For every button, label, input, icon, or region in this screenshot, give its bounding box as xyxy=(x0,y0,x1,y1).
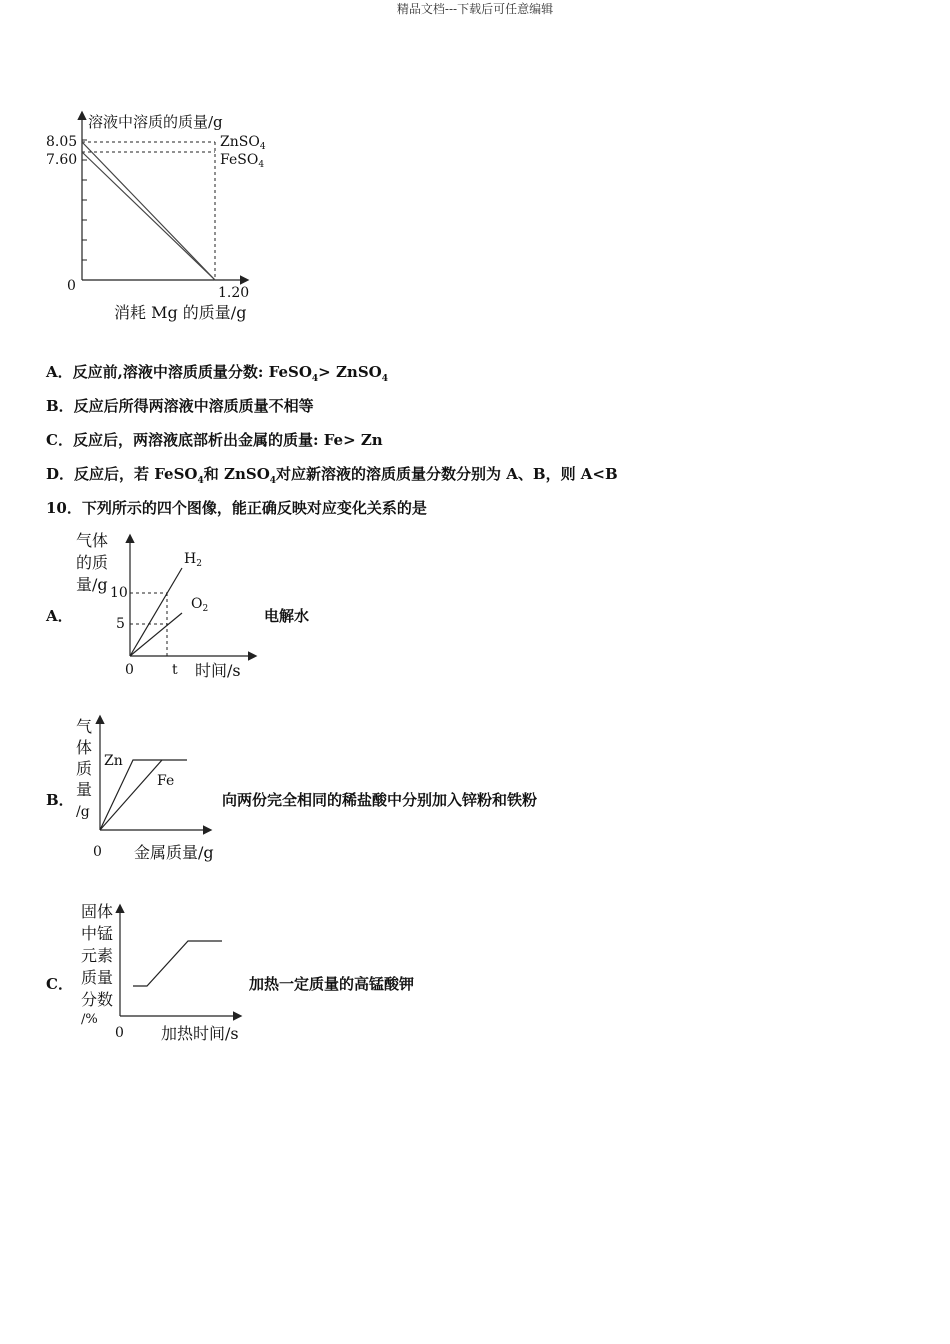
metal-acid-chart xyxy=(70,712,230,872)
svg-text:质: 质 xyxy=(76,759,93,778)
option-c: C．反应后，两溶液底部析出金属的质量: Fe> Zn xyxy=(46,431,383,449)
svg-text:金属质量/g: 金属质量/g xyxy=(134,843,214,862)
x-axis-label: 消耗 Mg 的质量/g xyxy=(114,303,247,322)
svg-text:元素: 元素 xyxy=(81,946,114,965)
mn-fraction-line xyxy=(133,941,222,986)
x-tick-120: 1.20 xyxy=(218,285,250,301)
svg-text:分数: 分数 xyxy=(81,990,114,1009)
o2-line xyxy=(130,613,182,656)
fe-label: Fe xyxy=(157,773,175,789)
svg-text:时间/s: 时间/s xyxy=(195,661,241,680)
option-a: A．反应前,溶液中溶质质量分数: FeSO$_4$> ZnSO$_4$ xyxy=(46,363,388,384)
svg-text:量: 量 xyxy=(76,780,93,799)
y-axis-label: 溶液中溶质的质量/g xyxy=(88,113,223,131)
svg-text:0: 0 xyxy=(125,662,134,678)
svg-text:加热时间/s: 加热时间/s xyxy=(161,1024,239,1043)
electrolysis-chart xyxy=(70,528,270,688)
svg-text:t: t xyxy=(172,662,178,678)
option-b: B．反应后所得两溶液中溶质质量不相等 xyxy=(46,397,314,415)
o2-label: $O_2$ xyxy=(191,596,209,614)
legend-feso4: FeSO$_4$ xyxy=(220,152,265,170)
zn-series-line xyxy=(82,142,215,280)
option-a-label: A． xyxy=(46,607,73,625)
svg-text:中锰: 中锰 xyxy=(81,924,114,943)
fe-series-line xyxy=(82,152,215,280)
svg-text:气: 气 xyxy=(76,717,93,736)
y-tick-5: 5 xyxy=(116,616,125,632)
svg-text:气体: 气体 xyxy=(76,531,109,550)
option-c-description: 加热一定质量的高锰酸钾 xyxy=(249,975,415,993)
fe-line xyxy=(100,760,162,830)
svg-text:量/g: 量/g xyxy=(76,575,108,594)
svg-text:/%: /% xyxy=(81,1012,98,1027)
option-b-description: 向两份完全相同的稀盐酸中分别加入锌粉和铁粉 xyxy=(222,791,538,809)
kmno4-heating-chart xyxy=(75,898,250,1048)
zn-line xyxy=(100,760,187,830)
h2-label: $H_2$ xyxy=(184,551,202,569)
y-tick-760: 7.60 xyxy=(46,152,78,168)
h2-line xyxy=(130,568,182,656)
option-d: D．反应后，若 FeSO$_4$和 ZnSO$_4$对应新溶液的溶质质量分数分别为 A、B，则 A<B xyxy=(46,465,618,486)
question-10-title: 10．下列所示的四个图像，能正确反映对应变化关系的是 xyxy=(46,499,427,517)
svg-text:固体: 固体 xyxy=(81,902,114,921)
page-header: 精品文档---下载后可任意编辑 xyxy=(396,2,554,16)
option-a-description: 电解水 xyxy=(264,607,310,625)
svg-text:0: 0 xyxy=(115,1025,124,1041)
zn-label: Zn xyxy=(104,753,123,769)
option-c-label: C． xyxy=(46,975,73,993)
svg-text:/g: /g xyxy=(76,804,90,820)
svg-text:0: 0 xyxy=(93,844,102,860)
solute-mass-chart xyxy=(40,105,280,330)
y-tick-10: 10 xyxy=(110,585,128,601)
y-tick-805: 8.05 xyxy=(46,134,78,150)
svg-text:质量: 质量 xyxy=(81,968,114,987)
svg-text:体: 体 xyxy=(76,738,93,757)
option-b-label: B． xyxy=(46,791,74,809)
legend-znso4: ZnSO$_4$ xyxy=(220,134,266,152)
svg-text:的质: 的质 xyxy=(76,553,109,572)
origin-label: 0 xyxy=(67,278,76,294)
